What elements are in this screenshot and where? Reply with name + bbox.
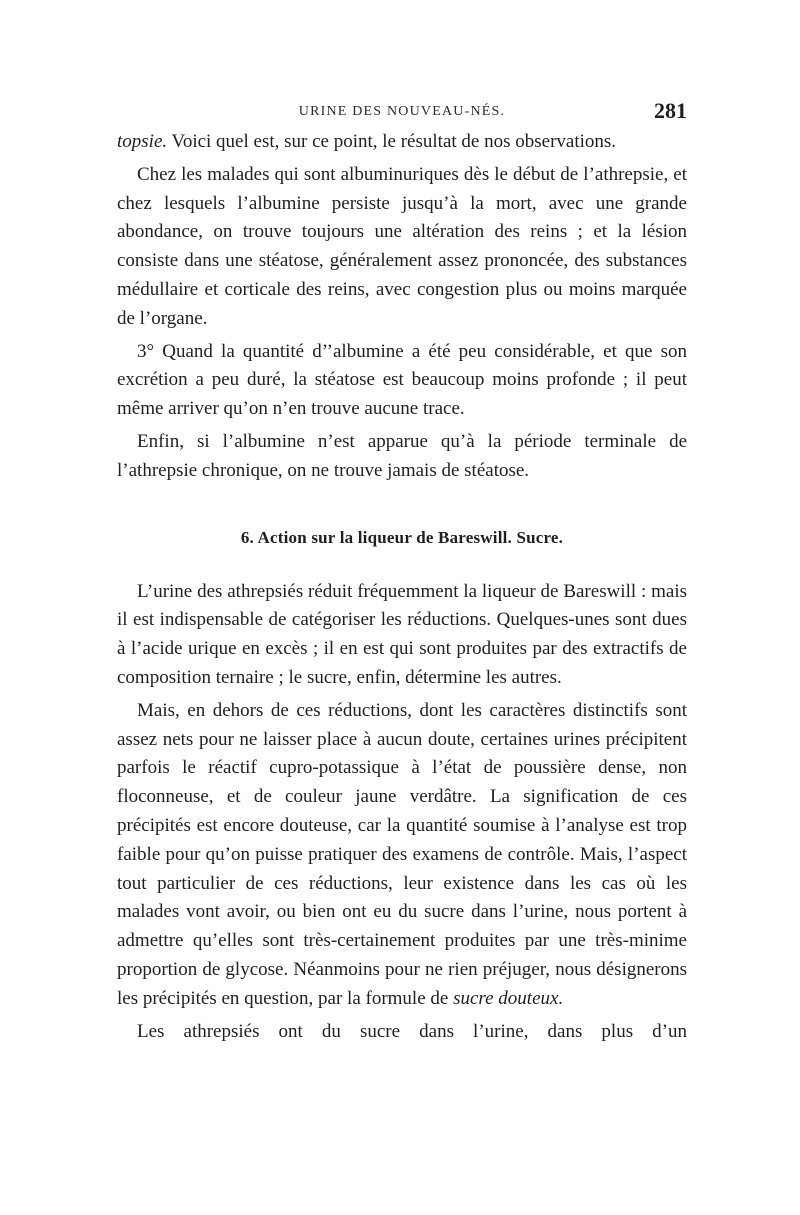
section-heading: 6. Action sur la liqueur de Bareswill. Sucre. [240,527,564,547]
running-head: URINE DES NOUVEAU-NÉS. [298,104,506,119]
text-run: Enfin, si l’albumine n’est apparue qu’à la période terminale de l’athrepsie chronique, on ne trouve jamais de stéatose. [117,430,687,481]
text-run: Mais, en dehors de ces réductions, dont les caractères distinctifs sont assez nets pour ne laisser place à aucun doute, certaines urines précipitent parfois le réactif cupro-potassique à l’état de poussière dense, non floconneuse, et de couleur jaune verdâtre. La signification de ces précipités est encore douteuse, car la quantité soumise à l’analyse est trop faible pour qu’on puisse pratiquer des examens de contrôle. Mais, l’aspect tout particulier de ces réductions, leur existence dans les cas où les malades vont avoir, ou bien ont eu du sucre dans l’urine, nous portent à admettre qu’elles sont très-certainement produites par une très-minime proportion de glycose. Néanmoins pour ne rien préjuger, nous désignerons les précipités en question, par la formule de [117,699,687,1009]
paragraph [117,338,687,424]
page-number: 281 [654,98,687,123]
text-run: L’urine des athrepsiés réduit fréquemment la liqueur de Bareswill : mais il est indispensable de catégoriser les réductions. Quelques-unes sont dues à l’acide urique en excès ; il en est qui sont produites par des extractifs de composition ternaire ; le sucre, enfin, détermine les autres. [117,580,687,688]
page-header [117,98,687,128]
paragraph [117,161,687,334]
text-run: Voici quel est, sur ce point, le résultat de nos observations. [167,131,617,152]
body-text-before [117,128,687,486]
book-page [117,98,687,1046]
text-run: 3° Quand la quantité d’’albumine a été peu considérable, et que son excrétion a peu duré, la stéatose est beaucoup moins profonde ; il peut même arriver qu’on n’en trouve aucune trace. [117,340,687,420]
body-text-after [117,578,687,1047]
paragraph [117,578,687,693]
paragraph [117,1018,687,1047]
text-run: Chez les malades qui sont albuminuriques dès le début de l’athrepsie, et chez lesquels l’albumine persiste jusqu’à la mort, avec une grande abondance, on trouve toujours une altération des reins ; et la lésion consiste dans une stéatose, généralement assez prononcée, des substances médullaire et corticale des reins, avec congestion plus ou moins marquée de l’organe. [117,163,687,329]
text-run: Les athrepsiés ont du sucre dans l’urine, dans plus d’un [137,1020,687,1042]
italic-text: sucre douteux. [453,987,564,1009]
paragraph [117,697,687,1014]
paragraph [117,128,687,157]
italic-text: topsie. [117,131,168,152]
paragraph [117,428,687,486]
